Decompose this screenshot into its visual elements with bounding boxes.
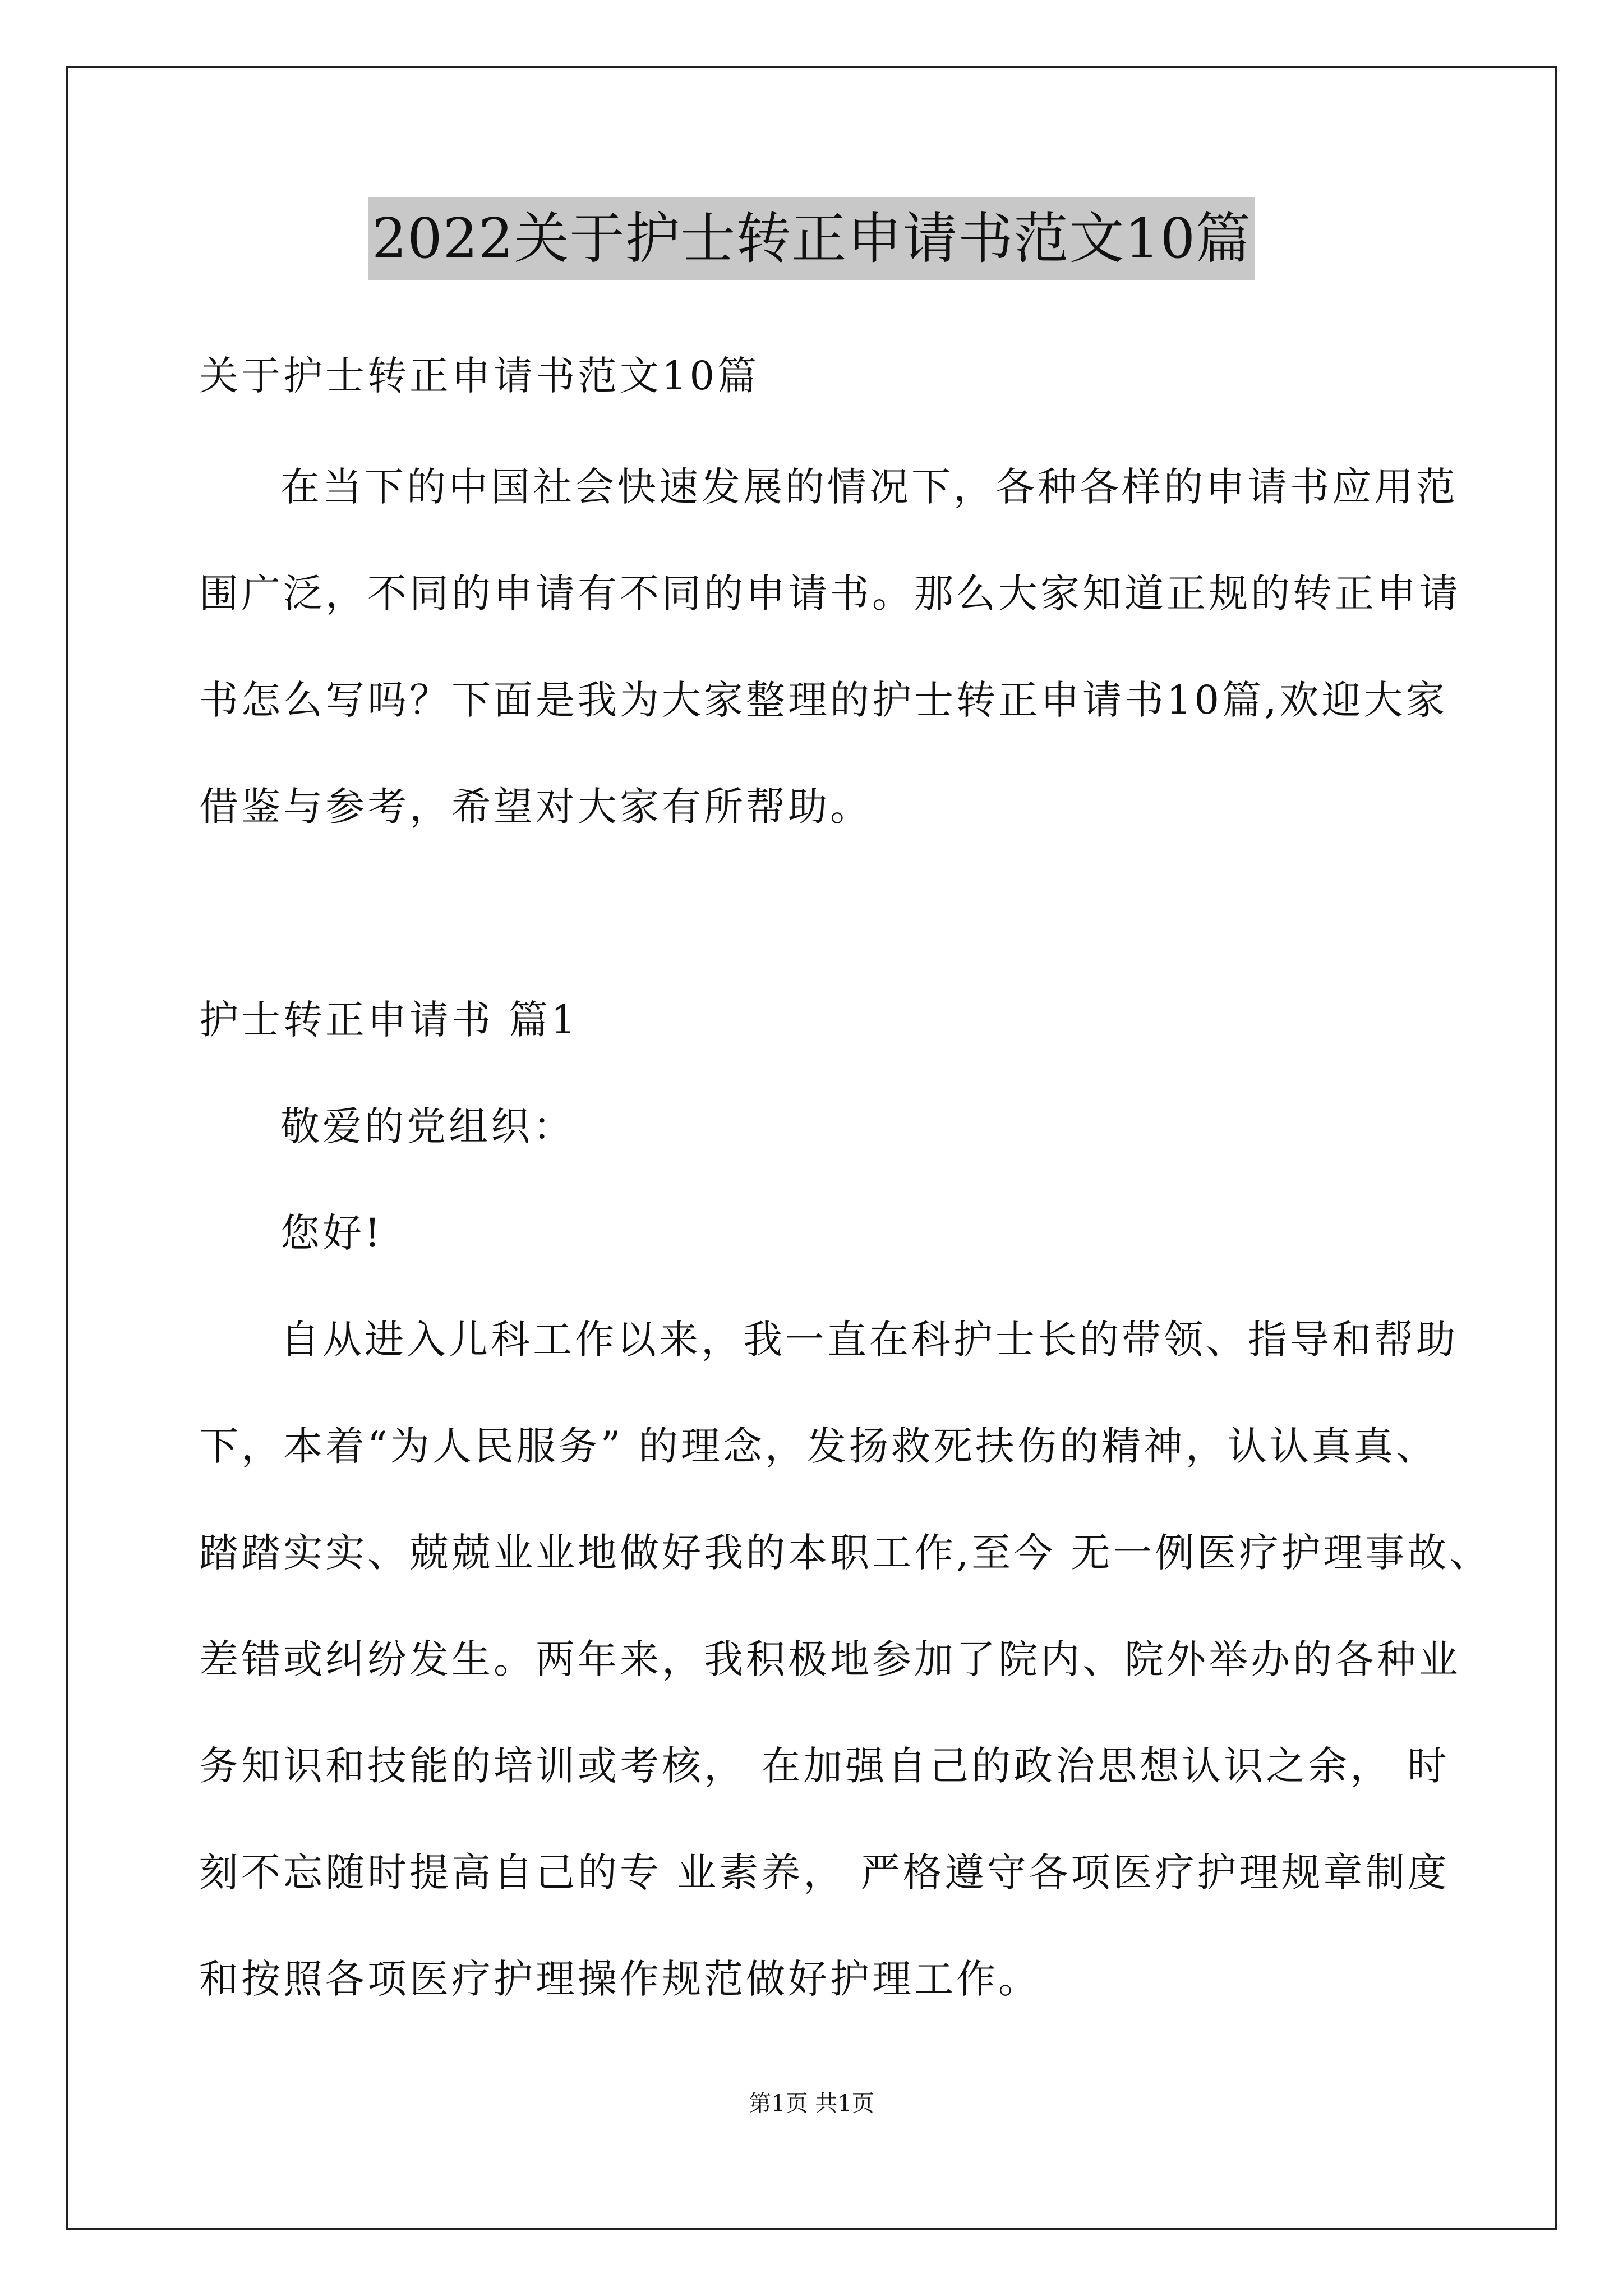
intro-line-2: 围广泛，不同的申请有不同的申请书。那么大家知道正规的转正申请 [199,570,1461,616]
body-line-7: 和按照各项医疗护理操作规范做好护理工作。 [199,1956,1040,2002]
section-heading: 护士转正申请书 篇1 [199,997,579,1043]
page-footer: 第1页 共1页 [749,2091,874,2116]
title-container [0,197,1623,280]
intro-line-4: 借鉴与参考，希望对大家有所帮助。 [199,784,872,830]
intro-line-3: 书怎么写吗？下面是我为大家整理的护士转正申请书10篇,欢迎大家 [199,677,1448,723]
body-line-3: 踏踏实实、兢兢业业地做好我的本职工作,至今 无一例医疗护理事故、 [199,1530,1492,1576]
body-line-1: 自从进入儿科工作以来，我一直在科护士长的带领、指导和帮助 [280,1317,1458,1363]
body-line-5: 务知识和技能的培训或考核， 在加强自己的政治思想认识之余， 时 [199,1743,1450,1789]
subtitle: 关于护士转正申请书范文10篇 [199,353,760,399]
body-line-4: 差错或纠纷发生。两年来，我积极地参加了院内、院外举办的各种业 [199,1636,1461,1682]
greeting: 您好! [280,1210,384,1256]
salutation: 敬爱的党组织： [280,1103,575,1149]
intro-line-1: 在当下的中国社会快速发展的情况下，各种各样的申请书应用范 [280,464,1458,510]
body-line-2: 下，本着“为人民服务” 的理念，发扬救死扶伤的精神，认认真真、 [199,1423,1438,1469]
body-line-6: 刻不忘随时提高自己的专 业素养， 严格遵守各项医疗护理规章制度 [199,1849,1450,1895]
document-title: 2022关于护士转正申请书范文10篇 [368,197,1255,280]
